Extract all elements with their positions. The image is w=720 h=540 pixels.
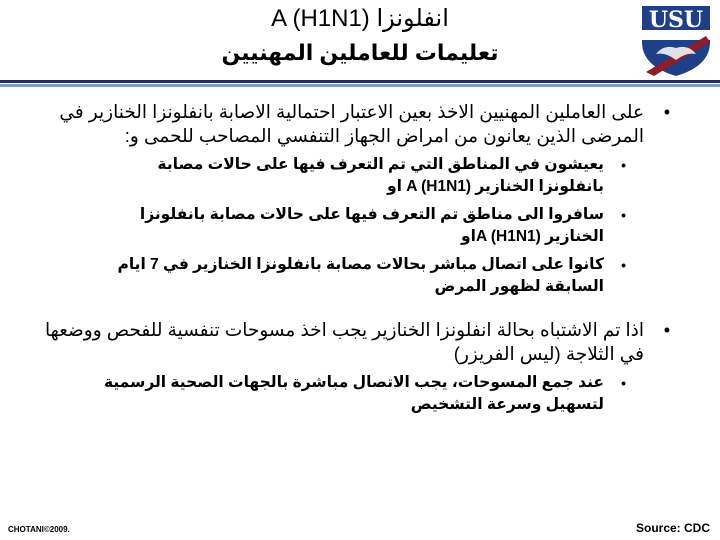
sub-bullet-text: كانوا على اتصال مباشر بحالات مصابة بانفلونزا الخنازير في 7 ايام السابقة لظهور المرض [117,256,604,295]
main-bullet-text: على العاملين المهنيين الاخذ بعين الاعتبار احتمالية الاصابة بانفلونزا الخنازير في المرضى الذين يعانون من امراض الجهاز التنفسي المصاحب للحمى و: [59,101,644,146]
sub-bullet-text: يعيشون في المناطق التي تم التعرف فيها على حالات مصابة بانفلونزا الخنازير A (H1N1) او [157,156,604,195]
sub-bullet-text: سافروا الى مناطق تم التعرف فيها على حالات مصابة بانفلونزا الخنازير A (H1N1)او [139,206,604,245]
source-footer: Source: CDC [635,521,710,535]
main-bullet-text: اذا تم الاشتباه بحالة انفلونزا الخنازير يجب اخذ مسوحات تنفسية للفحص ووضعها في الثلاجة (ليس الفريزر) [44,319,644,364]
copyright-footer: CHOTANI©2009. [8,525,70,534]
header-rule-light [0,84,720,87]
sub-bullet-text: عند جمع المسوحات، يجب الاتصال مباشرة بالجهات الصحية الرسمية لتسهيل وسرعة التشخيص [103,374,604,413]
sub-bullet [30,204,690,248]
slide-content [30,100,690,422]
main-bullet [30,100,690,148]
header-rule-dark [0,80,720,83]
spacer [30,304,690,318]
svg-text:USU: USU [648,7,704,33]
bullet-dot-icon: • [621,157,626,173]
bullet-group-2 [30,318,690,416]
slide-subtitle: تعليمات للعاملين المهنيين [221,40,499,65]
bullet-dot-icon: • [621,207,626,223]
bullet-group-1 [30,100,690,298]
bullet-dot-icon: • [621,375,626,391]
main-bullet [30,318,690,366]
sub-bullet [30,254,690,298]
sub-bullet [30,154,690,198]
slide-header [0,0,720,80]
usu-logo [636,2,716,78]
bullet-dot-icon: • [663,102,670,122]
usu-logo-graphic [636,2,716,78]
bullet-dot-icon: • [663,320,670,340]
bullet-dot-icon: • [621,257,626,273]
sub-bullet [30,372,690,416]
slide-title: انفلونزا A (H1N1) [271,5,449,32]
